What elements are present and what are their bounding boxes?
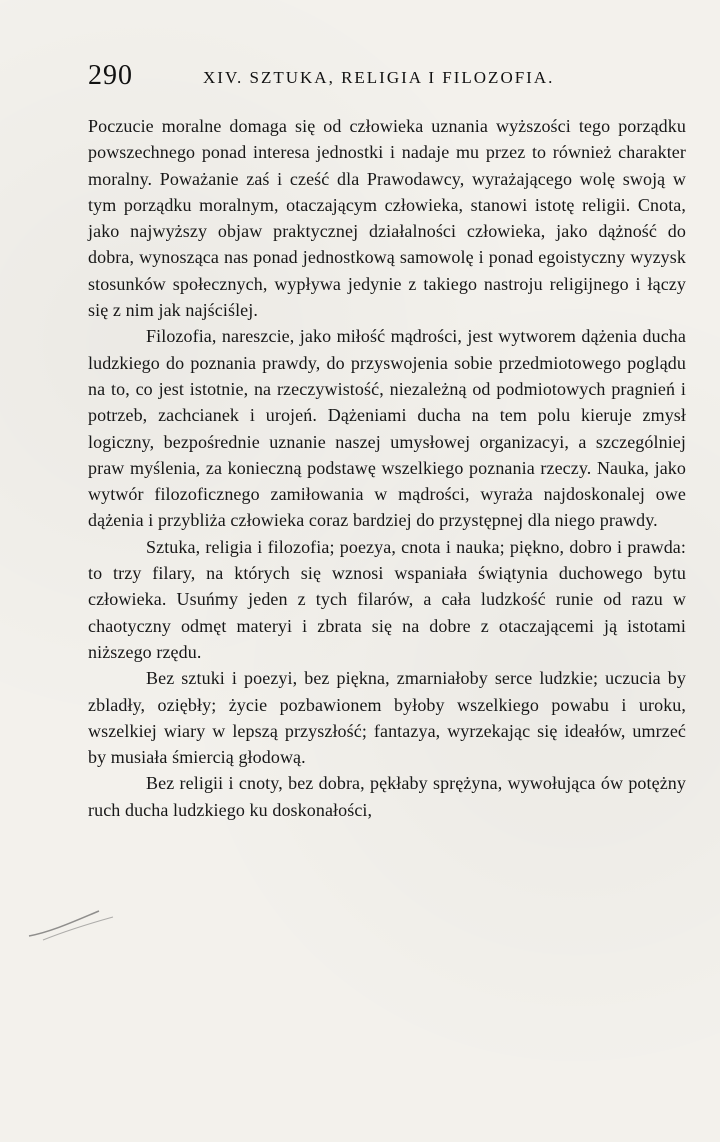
paragraph: Bez sztuki i poezyi, bez piękna, zmarniałoby serce ludzkie; uczucia by zbladły, oziębły; życie pozbawionem byłoby wszelkiego powabu i uroku, wszelkiej wiary w lepszą przyszłość; fantazya, wyrzekając się ideałów, umrzeć by musiała śmiercią głodową. [88, 668, 686, 768]
paragraph: Sztuka, religia i filozofia; poezya, cnota i nauka; piękno, dobro i prawda: to trzy filary, na których się wznosi wspaniała świątynia duchowego bytu człowieka. Usuńmy jeden z tych filarów, a cała ludzkość runie od razu w chaotyczny odmęt materyi i zbrata się na dobre z otaczającemi ją istotami niższego rzędu. [88, 536, 686, 662]
paragraph: Filozofia, nareszcie, jako miłość mądrości, jest wytworem dążenia ducha ludzkiego do poznania prawdy, do przyswojenia sobie przedmiotowego poglądu na to, co jest istotnie, na rzeczywistość, niezależną od podmiotowych pragnień i potrzeb, zachcianek i urojeń. Dążeniami ducha na tem polu kieruje zmysł logiczny, bezpośrednie uznanie naszej umysłowej organizacyi, a szczególniej praw myślenia, za konieczną podstawę wszelkiego poznania rzeczy. Nauka, jako wytwór filozoficznego zamiłowania w mądrości, wyraża najdoskonalej owe dążenia i przybliża człowieka coraz bardziej do przystępnej dla niego prawdy. [88, 326, 686, 531]
paragraph: Bez religii i cnoty, bez dobra, pękłaby sprężyna, wywołująca ów potężny ruch ducha ludzkiego ku doskonałości, [88, 773, 686, 820]
body-text [88, 113, 686, 823]
paragraph: Poczucie moralne domaga się od człowieka uznania wyższości tego porządku powszechnego ponad interesa jednostki i nadaje mu przez to również charakter moralny. Poważanie zaś i cześć dla Prawodawcy, wyrażającego wolę swoją w tym porządku moralnym, otaczającym człowieka, stanowi istotę religii. Cnota, jako najwyższy objaw praktycznej działalności człowieka, jako dążność do dobra, wynosząca nas ponad jednostkową samowolę i ponad egoistyczny wyzysk stosunków społecznych, wypływa jedynie z takiego nastroju religijnego i łączy się z nim jak najściślej. [88, 116, 686, 321]
page-number: 290 [88, 60, 133, 91]
pencil-mark [27, 903, 117, 941]
page-header [88, 60, 688, 100]
running-head: XIV. SZTUKA, RELIGIA I FILOZOFIA. [203, 68, 555, 87]
